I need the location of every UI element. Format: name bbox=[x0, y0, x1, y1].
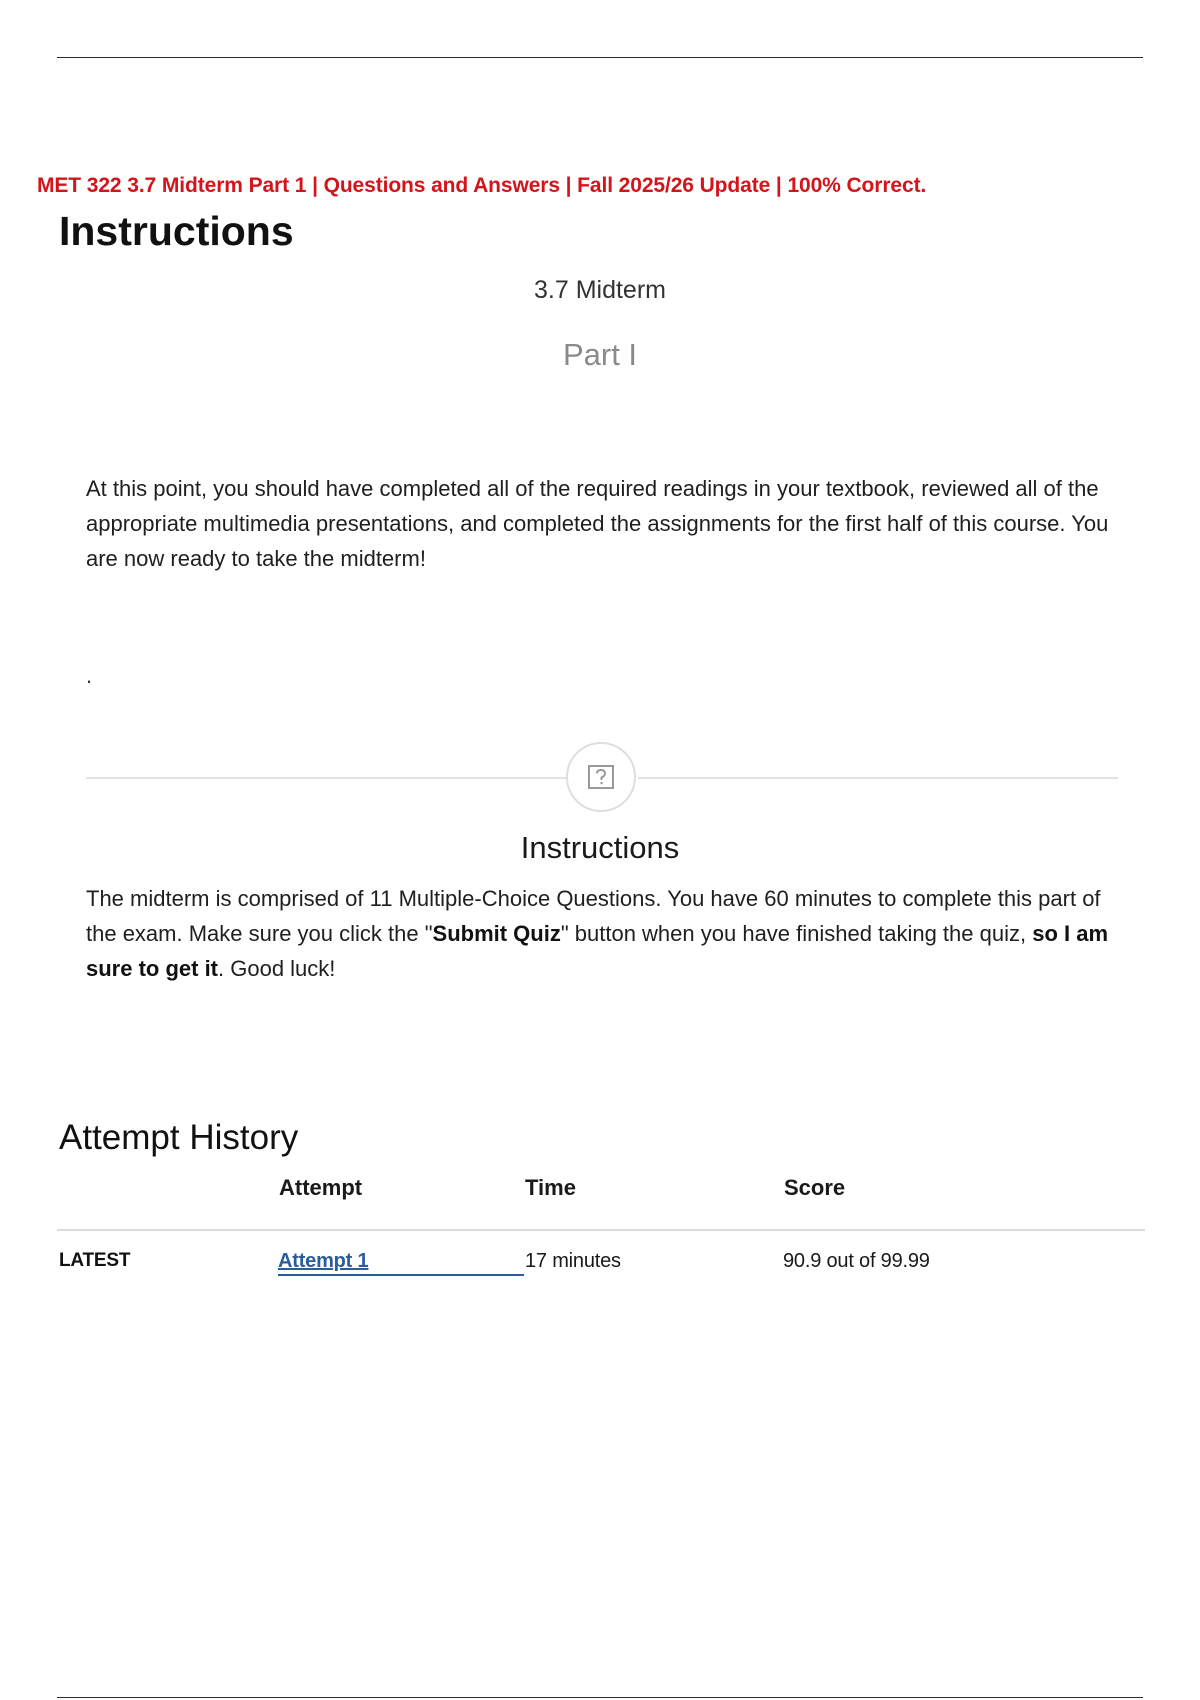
instructions-text-3: . Good luck! bbox=[218, 956, 336, 981]
page-heading: Instructions bbox=[59, 208, 294, 254]
broken-image-icon bbox=[587, 764, 615, 790]
attempt-history-heading: Attempt History bbox=[59, 1118, 299, 1157]
attempt-time: 17 minutes bbox=[525, 1250, 621, 1272]
table-divider bbox=[57, 1229, 1145, 1231]
top-rule bbox=[57, 57, 1143, 58]
divider-left-line bbox=[86, 777, 566, 779]
divider-right-line bbox=[638, 777, 1118, 779]
intro-paragraph: At this point, you should have completed all of the required readings in your textbook, reviewed all of the appropriate multimedia presentations, and completed the assignments for the first half of this course. You are now ready to take the midterm! bbox=[86, 476, 1109, 571]
column-header-score: Score bbox=[784, 1175, 846, 1200]
attempt-link-text[interactable]: Attempt 1 bbox=[278, 1250, 369, 1272]
column-header-time: Time bbox=[525, 1175, 576, 1200]
bottom-rule bbox=[57, 1697, 1143, 1698]
column-header-attempt: Attempt bbox=[279, 1175, 363, 1200]
instructions-text-2: " button when you have finished taking the quiz, bbox=[560, 921, 1033, 946]
divider-circle bbox=[566, 742, 636, 812]
document-title: MET 322 3.7 Midterm Part 1 | Questions and Answers | Fall 2025/26 Update | 100% Correct. bbox=[37, 174, 927, 197]
submit-quiz-emphasis: Submit Quiz bbox=[432, 921, 561, 946]
quiz-name: 3.7 Midterm bbox=[534, 276, 666, 304]
instructions-text-1: The midterm is comprised of 11 Multiple-Choice Questions. You have 60 minutes to complete this part of the exam. Make sure you click the " bbox=[86, 886, 1101, 946]
latest-label: LATEST bbox=[59, 1250, 131, 1271]
instructions-paragraph bbox=[86, 881, 1126, 986]
get-it-emphasis: so I am sure to get it bbox=[86, 921, 1109, 981]
attempt-1-link[interactable] bbox=[278, 1250, 524, 1276]
quiz-part: Part I bbox=[562, 337, 638, 372]
attempt-score: 90.9 out of 99.99 bbox=[783, 1250, 930, 1272]
instructions-heading: Instructions bbox=[520, 830, 680, 865]
stray-dot: . bbox=[86, 663, 93, 688]
